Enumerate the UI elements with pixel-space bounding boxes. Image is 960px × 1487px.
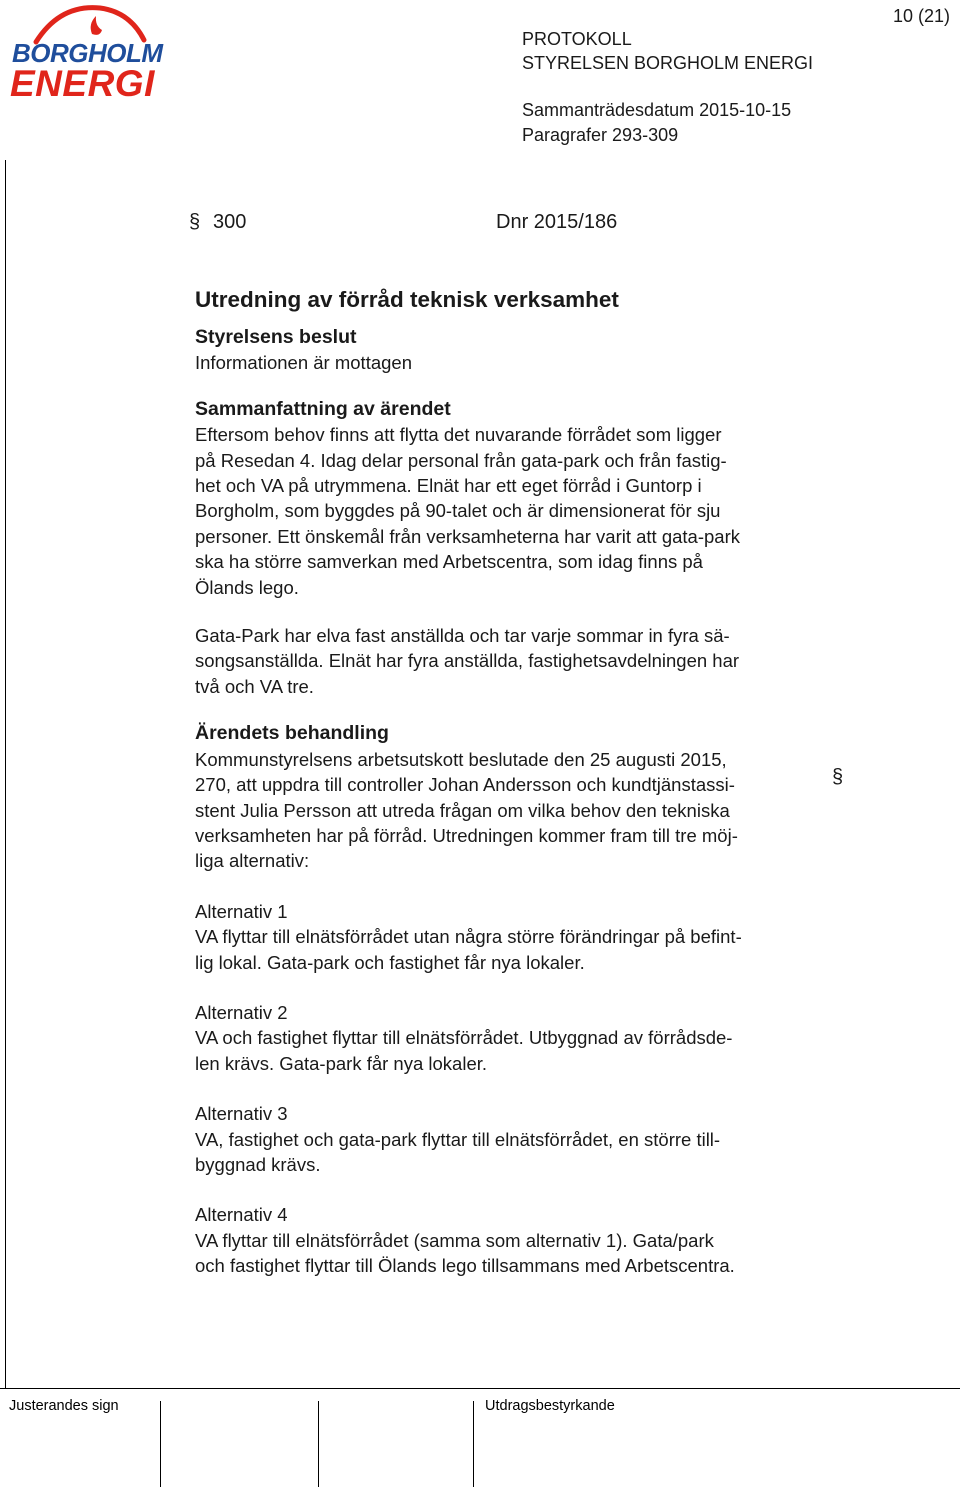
handling-heading: Ärendets behandling [195,722,389,745]
logo-text-energi: ENERGI [10,63,155,100]
text-line: verksamheten har på förråd. Utredningen kommer fram till tre möj- [195,824,738,846]
footer-sign-label: Justerandes sign [9,1398,119,1414]
page-number: 10 (21) [892,6,950,26]
text-line: VA, fastighet och gata-park flyttar till elnätsförrådet, en större till- [195,1128,721,1150]
summary-heading: Sammanfattning av ärendet [195,397,451,420]
text-line: Ölands lego. [195,576,299,598]
alternative-4 [195,1202,885,1278]
logo-swoosh-icon [36,8,144,42]
text-line: stent Julia Persson att utreda frågan om vilka behov den tekniska [195,799,730,821]
text-line: byggnad krävs. [195,1153,321,1175]
text-line: songsanställda. Elnät har fyra anställda, fastighetsavdelningen har [195,650,740,672]
text-line: Gata-Park har elva fast anställda och tar varje sommar in fyra sä- [195,625,730,647]
text-line: lig lokal. Gata-park och fastighet får nya lokaler. [195,951,585,973]
protocol-body [189,206,885,1279]
summary-paragraph-1 [195,422,885,600]
page-title: Utredning av förråd teknisk verksamhet [195,287,619,312]
text-line: Kommunstyrelsens arbetsutskott beslutade den 25 augusti 2015, [195,748,727,770]
case-dnr: Dnr 2015/186 [496,211,618,233]
footer-rule [0,1388,960,1389]
doc-type: PROTOKOLL [522,29,632,49]
text-line: och fastighet flyttar till Ölands lego tillsammans med Arbetscentra. [195,1255,735,1277]
text-line: på Resedan 4. Idag delar personal från gata-park och från fastig- [195,449,727,471]
text-line: personer. Ett önskemål från verksamheterna har varit att gata-park [195,525,740,547]
alternative-3 [195,1101,885,1177]
paragraph-sign: § [189,211,201,233]
borgholm-energi-logo [8,4,178,100]
text-line: VA flyttar till elnätsförrådet (samma som alternativ 1). Gata/park [195,1229,714,1251]
logo-text-borgholm: BORGHOLM [12,38,163,68]
text-line: Borgholm, som byggdes på 90-talet och är dimensionerat för sju [195,500,721,522]
board-name: STYRELSEN BORGHOLM ENERGI [522,53,814,73]
margin-paragraph-sign: § [832,766,844,788]
signature-box-divider [318,1401,319,1487]
summary-paragraph-2 [195,623,885,699]
margin-rule [5,160,6,1388]
alternative-title: Alternativ 1 [195,900,288,922]
text-line: len krävs. Gata-park får nya lokaler. [195,1052,488,1074]
logo-flame-icon [91,16,102,35]
meeting-date: Sammanträdesdatum 2015-10-15 [522,100,792,120]
footer-extract-label: Utdragsbestyrkande [485,1398,615,1414]
text-line: het och VA på utrymmena. Elnät har ett eget förråd i Guntorp i [195,475,702,497]
case-row [189,206,885,238]
handling-paragraph [195,747,885,874]
text-line: två och VA tre. [195,675,314,697]
text-line: VA flyttar till elnätsförrådet utan några större förändringar på befint- [195,926,742,948]
alternative-title: Alternativ 4 [195,1204,288,1226]
paragraph-range: Paragrafer 293-309 [522,125,679,145]
text-line: 270, att uppdra till controller Johan Andersson och kundtjänstassi- [195,774,735,796]
alternative-title: Alternativ 3 [195,1103,288,1125]
decision-heading: Styrelsens beslut [195,326,357,348]
alternative-1 [195,899,885,975]
text-line: VA och fastighet flyttar till elnätsförrådet. Utbyggnad av förrådsde- [195,1027,733,1049]
text-line: ska ha större samverkan med Arbetscentra, som idag finns på [195,551,703,573]
decision-text: Informationen är mottagen [195,352,412,374]
signature-box-divider [473,1401,474,1487]
signature-box-divider [160,1401,161,1487]
alternative-2 [195,1000,885,1076]
text-line: liga alternativ: [195,850,310,872]
alternative-title: Alternativ 2 [195,1001,288,1023]
paragraph-number: 300 [213,211,247,233]
text-line: Eftersom behov finns att flytta det nuvarande förrådet som ligger [195,424,722,446]
